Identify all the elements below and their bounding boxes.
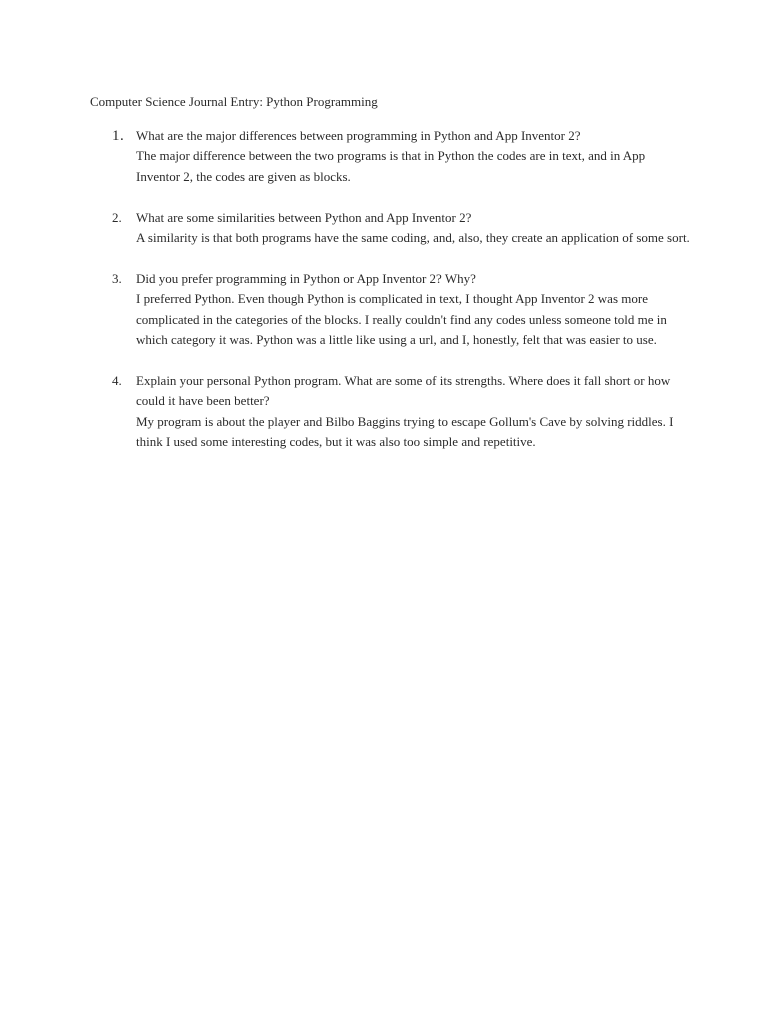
answer-text: I preferred Python. Even though Python is complicated in text, I thought App Inventor 2 was more complicated in the categories of the blocks. I really couldn't find any codes unless someone told me in which category it was. Python was a little like using a url, and I, honestly, felt that was easier to use.	[136, 291, 667, 348]
answer-text: A similarity is that both programs have the same coding, and, also, they create an application of some sort.	[136, 230, 690, 246]
question-list	[90, 126, 690, 473]
list-item	[90, 126, 690, 187]
question-text: What are some similarities between Python and App Inventor 2?	[136, 209, 472, 225]
question-text: Explain your personal Python program. What are some of its strengths. Where does it fall short or how could it have been better?	[136, 372, 671, 409]
list-item	[90, 371, 690, 453]
item-number: 4.	[112, 372, 122, 388]
list-item	[90, 208, 690, 249]
question-text: What are the major differences between programming in Python and App Inventor 2?	[136, 128, 581, 143]
answer-text: My program is about the player and Bilbo Baggins trying to escape Gollum's Cave by solving riddles. I think I used some interesting codes, but it was also too simple and repetitive.	[136, 413, 674, 450]
item-number: 2.	[112, 209, 122, 225]
question-text: Did you prefer programming in Python or App Inventor 2? Why?	[136, 270, 476, 286]
list-item	[90, 269, 690, 351]
item-number: 1.	[112, 128, 125, 144]
item-number: 3.	[112, 270, 122, 286]
answer-text: The major difference between the two programs is that in Python the codes are in text, and in App Inventor 2, the codes are given as blocks.	[136, 148, 646, 184]
document-title: Computer Science Journal Entry: Python Programming	[90, 94, 378, 109]
